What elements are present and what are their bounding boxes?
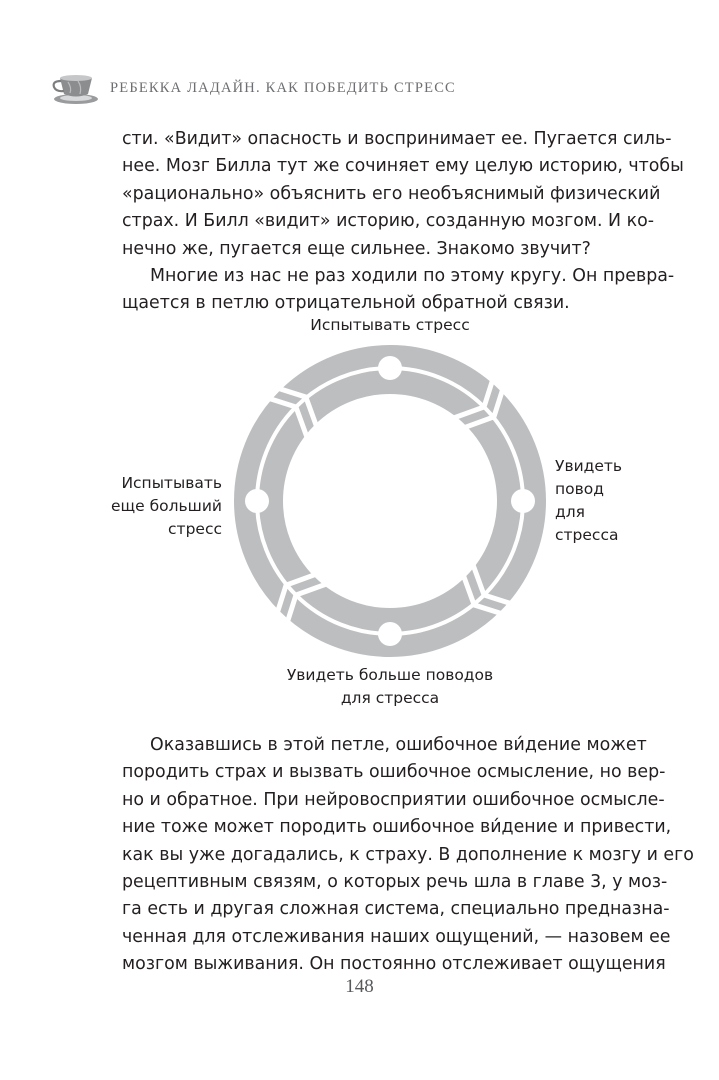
label-top-text: Испытывать стресс: [310, 316, 470, 334]
text-line: мозгом выживания. Он постоянно отслеживает ощущения: [122, 954, 666, 975]
loop-node: [378, 356, 402, 380]
text-line: как вы уже догадались, к страху. В дополнение к мозгу и его: [122, 844, 694, 865]
text-line: га есть и другая сложная система, специально предназна-: [122, 899, 670, 920]
text-line: породить страх и вызвать ошибочное осмысление, но вер-: [122, 762, 666, 783]
text-line: но и обратное. При нейровосприятии ошибочное осмысле-: [122, 789, 665, 810]
bottom-paragraph: [122, 732, 694, 979]
text-line: страх. И Билл «видит» историю, созданную мозгом. И ко-: [122, 211, 654, 232]
text-line: рецептивным связям, о которых речь шла в главе 3, у моз-: [122, 871, 668, 892]
teacup-icon: [50, 70, 102, 106]
running-header: [50, 70, 456, 106]
text-line: ние тоже может породить ошибочное ви́дение и привести,: [122, 817, 672, 838]
text-line: «рационально» объяснить его необъяснимый физический: [122, 183, 661, 204]
text-line: Оказавшись в этой петле, ошибочное ви́дение может: [150, 735, 647, 755]
label-bottom: [240, 664, 540, 710]
label-right-line: повод: [555, 480, 604, 498]
label-bottom-line: для стресса: [340, 689, 440, 707]
text-line: сти. «Видит» опасность и воспринимает ее. Пугается силь-: [122, 129, 672, 149]
stress-loop-diagram: [0, 300, 719, 720]
text-line: щается в петлю отрицательной обратной связи.: [122, 293, 570, 314]
label-right-line: для: [555, 503, 585, 521]
label-top: [290, 314, 490, 337]
label-right-line: Увидеть: [555, 457, 623, 475]
text-line: ченная для отслеживания наших ощущений, — назовем ее: [122, 926, 671, 947]
label-left-line: стресс: [168, 520, 222, 538]
text-line: Многие из нас не раз ходили по этому кругу. Он превра-: [150, 265, 675, 286]
label-left: [80, 472, 222, 541]
label-right: [555, 455, 622, 547]
loop-node: [511, 489, 535, 513]
label-right-line: стресса: [555, 526, 619, 544]
loop-node: [245, 489, 269, 513]
loop-node: [378, 622, 402, 646]
top-paragraphs: [122, 126, 684, 318]
text-line: нее. Мозг Билла тут же сочиняет ему целую историю, чтобы: [122, 156, 684, 177]
text-line: нечно же, пугается еще сильнее. Знакомо звучит?: [122, 238, 591, 259]
label-bottom-line: Увидеть больше поводов: [286, 666, 494, 684]
label-left-line: еще больший: [110, 497, 222, 515]
label-left-line: Испытывать: [121, 474, 222, 492]
running-title: РЕБЕККА ЛАДАЙН. КАК ПОБЕДИТЬ СТРЕСС: [110, 79, 456, 96]
page-number: 148: [345, 976, 374, 997]
